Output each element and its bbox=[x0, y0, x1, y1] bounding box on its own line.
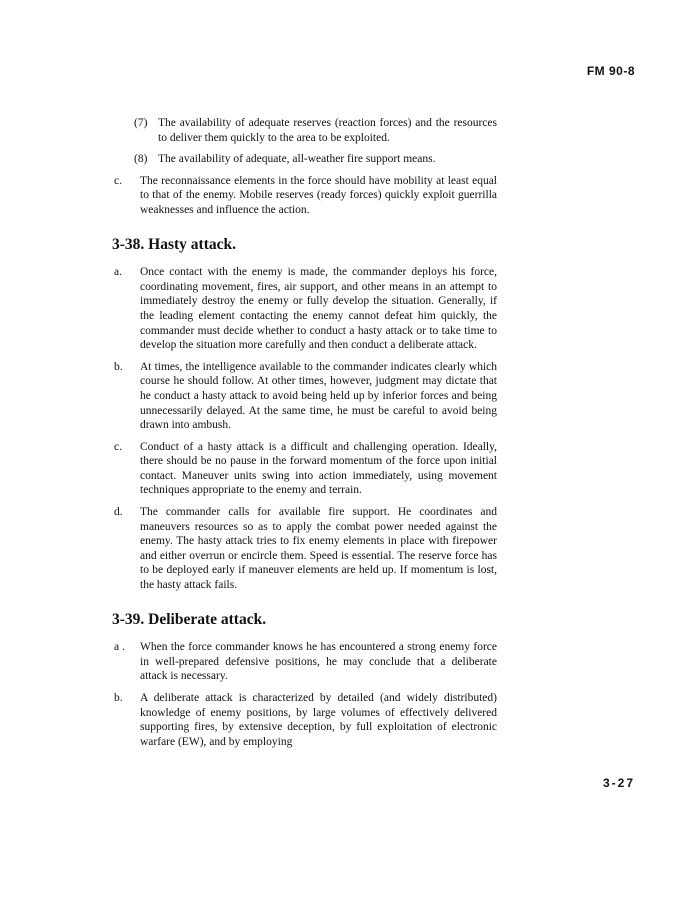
paragraph-label: a. bbox=[114, 266, 122, 279]
paragraph bbox=[112, 360, 497, 433]
section-heading: 3-39. Deliberate attack. bbox=[112, 610, 267, 628]
paragraph-label: b. bbox=[114, 692, 123, 704]
paragraph bbox=[112, 505, 497, 593]
section-heading: 3-38. Hasty attack. bbox=[112, 235, 236, 253]
list-item bbox=[134, 116, 497, 145]
page-header: FM 90-8 bbox=[586, 64, 635, 78]
list-item bbox=[134, 152, 497, 167]
item-label: (8) bbox=[134, 153, 148, 166]
paragraph-label: d. bbox=[114, 506, 123, 519]
paragraph-text: At times, the intelligence available to the commander indicates clearly which course he should follow. At other times, however, judgment may dictate that he conduct a hasty attack to avoid being held up by inferior forces and being unnecessarily delayed. At the same time, he must be careful to avoid being drawn into ambush. bbox=[140, 360, 497, 432]
page-body bbox=[112, 116, 497, 756]
paragraph-text: Once contact with the enemy is made, the commander deploys his force, coordinating movement, fires, air support, and other means in an attempt to immediately destroy the enemy or fully develop the situation. Generally, if the leading element contacting the enemy cannot defeat him quickly, the commander must decide whether to conduct a hasty attack or to take time to develop the situation more carefully and then conduct a deliberate attack. bbox=[140, 266, 497, 352]
paragraph-label: b. bbox=[114, 360, 123, 373]
item-text: The availability of adequate, all-weather fire support means. bbox=[158, 153, 436, 166]
paragraph-text: A deliberate attack is characterized by detailed (and widely distributed) knowledge of enemy positions, by large volumes of effectively delivered supporting fires, by extensive deception, by full exploitation of electronic warfare (EW), and by employing bbox=[140, 692, 497, 748]
paragraph-text: The commander calls for available fire support. He coordinates and maneuvers resources so as to apply the combat power needed against the enemy. The hasty attack tries to fix enemy elements in place with firepower and either overrun or encircle them. Speed is essential. The reserve force has to be deployed early if maneuver elements are held up. If momentum is lost, the hasty attack fails. bbox=[140, 506, 497, 592]
item-text: The availability of adequate reserves (reaction forces) and the resources to deliver them quickly to the area to be exploited. bbox=[158, 117, 497, 144]
page-number: 3-27 bbox=[602, 776, 635, 790]
paragraph-text: Conduct of a hasty attack is a difficult and challenging operation. Ideally, there should be no pause in the forward momentum of the force upon initial contact. Maneuver units swing into action immediately, using movement techniques appropriate to the enemy and terrain. bbox=[140, 440, 497, 497]
paragraph-text: When the force commander knows he has encountered a strong enemy force in well-prepared defensive positions, he may conclude that a deliberate attack is necessary. bbox=[140, 641, 497, 683]
paragraph-label: c. bbox=[114, 440, 122, 453]
paragraph bbox=[112, 174, 497, 218]
paragraph-label: c. bbox=[114, 174, 122, 187]
paragraph bbox=[112, 440, 497, 498]
item-label: (7) bbox=[134, 117, 148, 129]
paragraph bbox=[112, 640, 497, 684]
paragraph bbox=[112, 265, 497, 353]
paragraph-label: a . bbox=[114, 641, 125, 654]
paragraph-text: The reconnaissance elements in the force should have mobility at least equal to that of the enemy. Mobile reserves (ready forces) quickly exploit guerrilla weaknesses and influence the action. bbox=[140, 174, 497, 216]
paragraph bbox=[112, 691, 497, 749]
